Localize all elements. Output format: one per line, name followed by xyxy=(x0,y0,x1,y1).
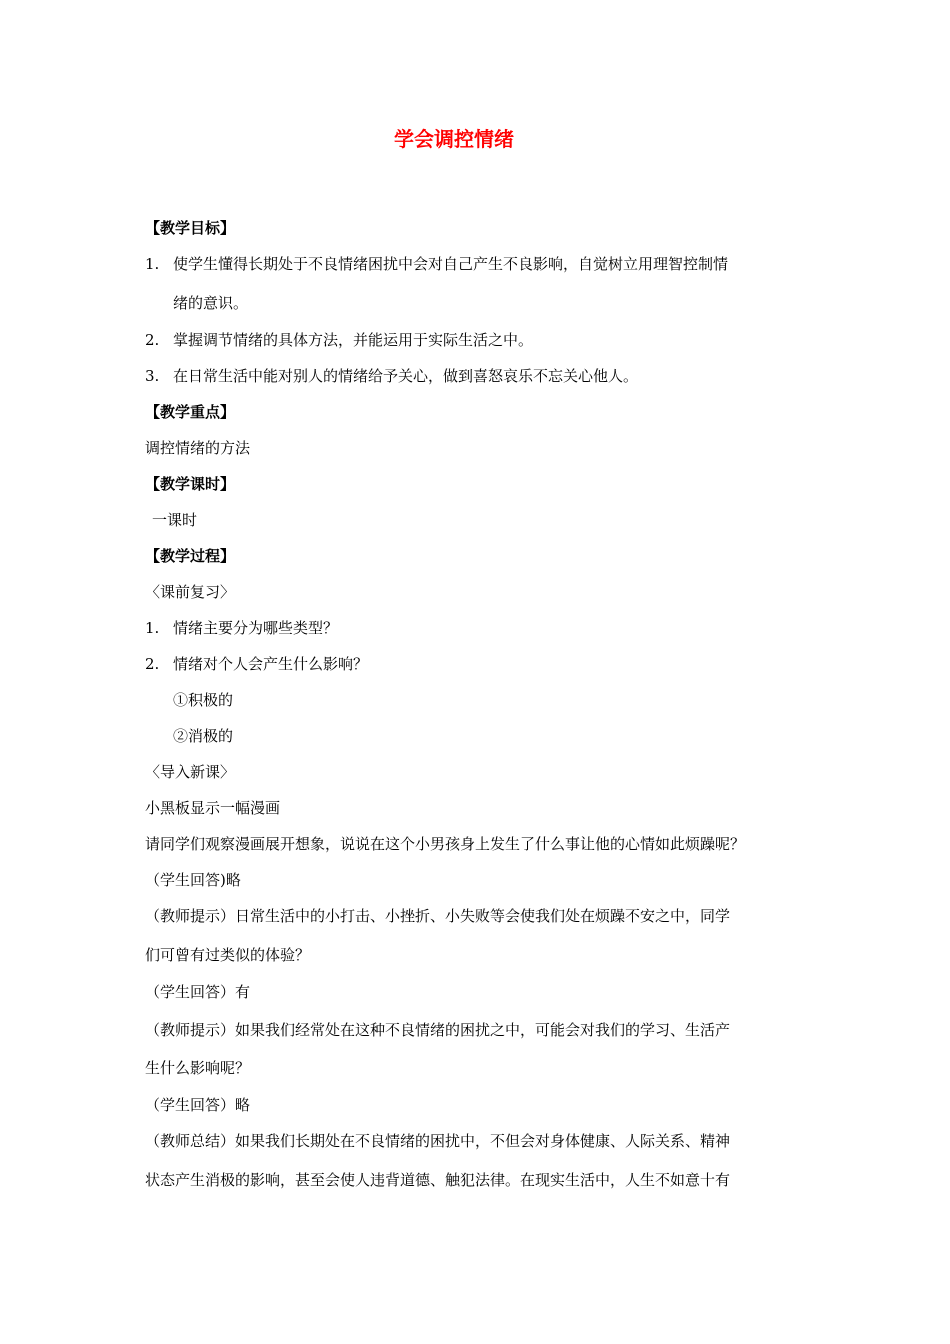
paragraph-6-line-2: 生什么影响呢？ xyxy=(145,1059,251,1077)
paragraph-3: （学生回答)略 xyxy=(145,871,241,889)
goal-item-2 xyxy=(145,330,533,350)
goal-item-3 xyxy=(145,366,638,386)
key-point-heading: 【教学重点】 xyxy=(145,403,236,421)
review-question-1-number: 1. xyxy=(145,619,160,637)
goals-heading: 【教学目标】 xyxy=(145,219,236,237)
hours-text: 一课时 xyxy=(152,511,198,529)
paragraph-1: 小黑板显示一幅漫画 xyxy=(145,799,281,817)
goal-item-1-continuation: 绪的意识。 xyxy=(173,294,249,312)
key-point-text: 调控情绪的方法 xyxy=(145,439,251,457)
review-question-1-text: 情绪主要分为哪些类型？ xyxy=(173,619,339,637)
goal-item-1-number: 1. xyxy=(145,255,160,273)
goal-item-2-text: 掌握调节情绪的具体方法，并能运用于实际生活之中。 xyxy=(173,331,534,349)
goal-item-2-number: 2. xyxy=(145,331,160,349)
paragraph-4-line-1: （教师提示）日常生活中的小打击、小挫折、小失败等会使我们处在烦躁不安之中，同学 xyxy=(145,907,731,925)
goal-item-1 xyxy=(145,254,728,274)
intro-label: 〈导入新课〉 xyxy=(145,763,236,781)
document-title: 学会调控情绪 xyxy=(394,127,514,151)
goal-item-3-text: 在日常生活中能对别人的情绪给予关心，做到喜怒哀乐不忘关心他人。 xyxy=(173,367,639,385)
hours-heading: 【教学课时】 xyxy=(145,475,236,493)
answer-option-2: ②消极的 xyxy=(173,727,234,745)
paragraph-5: （学生回答）有 xyxy=(145,983,251,1001)
paragraph-4-line-2: 们可曾有过类似的体验？ xyxy=(145,946,311,964)
paragraph-8-line-1: （教师总结）如果我们长期处在不良情绪的困扰中，不但会对身体健康、人际关系、精神 xyxy=(145,1132,731,1150)
goal-item-3-number: 3. xyxy=(145,367,160,385)
answer-option-1: ①积极的 xyxy=(173,691,234,709)
review-question-2 xyxy=(145,654,368,674)
process-heading: 【教学过程】 xyxy=(145,547,236,565)
goal-item-1-text: 使学生懂得长期处于不良情绪困扰中会对自己产生不良影响，自觉树立用理智控制情 xyxy=(173,255,729,273)
paragraph-2: 请同学们观察漫画展开想象，说说在这个小男孩身上发生了什么事让他的心情如此烦躁呢？ xyxy=(145,835,746,853)
review-question-2-text: 情绪对个人会产生什么影响？ xyxy=(173,655,369,673)
paragraph-6-line-1: （教师提示）如果我们经常处在这种不良情绪的困扰之中，可能会对我们的学习、生活产 xyxy=(145,1021,731,1039)
review-question-2-number: 2. xyxy=(145,655,160,673)
review-question-1 xyxy=(145,618,338,638)
paragraph-7: （学生回答）略 xyxy=(145,1096,251,1114)
paragraph-8-line-2: 状态产生消极的影响，甚至会使人违背道德、触犯法律。在现实生活中，人生不如意十有 xyxy=(145,1171,731,1189)
review-label: 〈课前复习〉 xyxy=(145,583,236,601)
